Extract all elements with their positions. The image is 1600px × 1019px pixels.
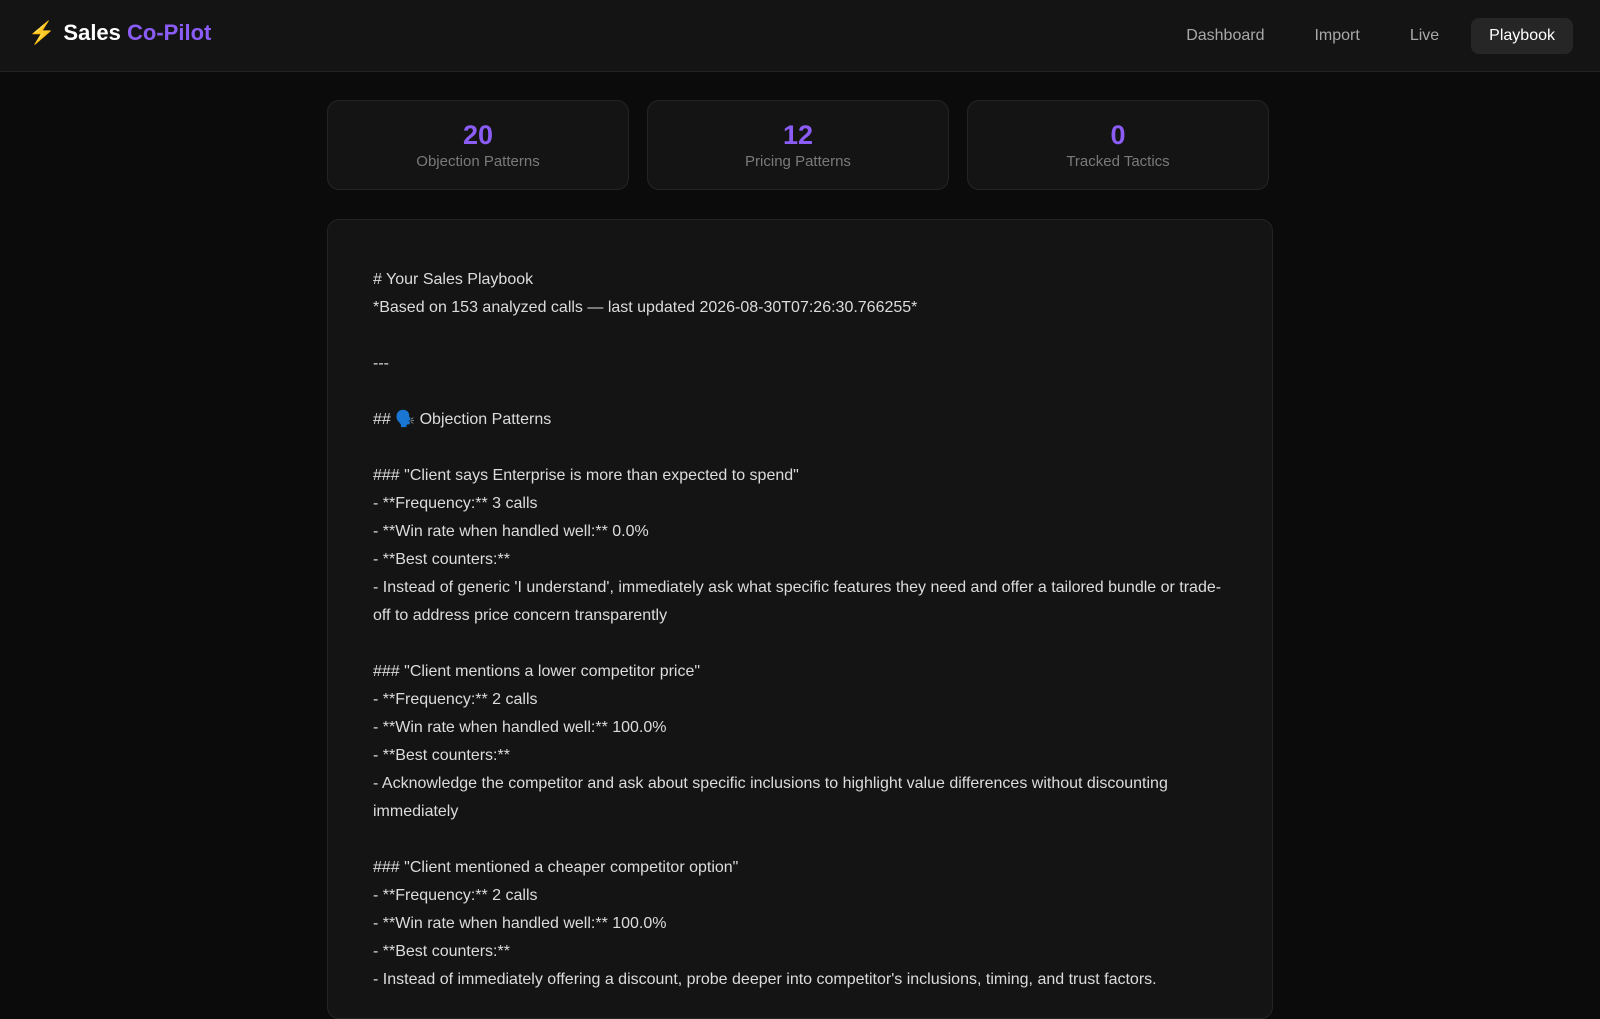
blank-line xyxy=(373,322,1227,350)
nav-live[interactable]: Live xyxy=(1409,27,1440,44)
playbook-content[interactable] xyxy=(327,219,1273,1019)
blank-line xyxy=(373,826,1227,854)
stat-card-tracked-tactics xyxy=(967,100,1269,190)
stat-value: 0 xyxy=(1110,120,1126,150)
stat-value: 20 xyxy=(462,120,494,150)
lightning-bolt-icon: ⚡ xyxy=(28,20,56,45)
playbook-line: - Instead of immediately offering a discount, probe deeper into competitor's inclusions, timing, and trust factors. xyxy=(373,971,1157,988)
blank-line xyxy=(373,434,1227,462)
nav-dashboard[interactable]: Dashboard xyxy=(1186,27,1265,44)
blank-line xyxy=(373,378,1227,406)
playbook-line: - **Best counters:** xyxy=(373,943,510,960)
playbook-line: ## 🗣️ Objection Patterns xyxy=(373,411,552,428)
app-logo[interactable] xyxy=(28,20,211,46)
nav-import[interactable]: Import xyxy=(1314,27,1360,44)
playbook-line: - **Win rate when handled well:** 0.0% xyxy=(373,523,649,540)
playbook-line: ### "Client says Enterprise is more than expected to spend" xyxy=(373,467,799,484)
stat-label: Objection Patterns xyxy=(416,153,540,170)
playbook-line: ### "Client mentioned a cheaper competitor option" xyxy=(373,859,739,876)
main-nav xyxy=(1168,18,1573,54)
playbook-line: - **Best counters:** xyxy=(373,551,510,568)
playbook-line: ### "Client mentions a lower competitor price" xyxy=(373,663,701,680)
playbook-line: - **Win rate when handled well:** 100.0% xyxy=(373,915,667,932)
stat-label: Tracked Tactics xyxy=(1066,153,1170,170)
blank-line xyxy=(373,630,1227,658)
stats-row xyxy=(327,100,1269,190)
playbook-line: - **Best counters:** xyxy=(373,747,510,764)
stat-label: Pricing Patterns xyxy=(745,153,851,170)
top-bar xyxy=(0,0,1600,72)
nav-playbook[interactable]: Playbook xyxy=(1471,18,1573,54)
playbook-line: - **Win rate when handled well:** 100.0% xyxy=(373,719,667,736)
playbook-line: - **Frequency:** 2 calls xyxy=(373,691,538,708)
app-name-accent: Co-Pilot xyxy=(127,20,212,45)
playbook-line: - **Frequency:** 3 calls xyxy=(373,495,538,512)
playbook-line: --- xyxy=(373,355,389,372)
playbook-line: - **Frequency:** 2 calls xyxy=(373,887,538,904)
stat-card-pricing-patterns xyxy=(647,100,949,190)
stat-card-objection-patterns xyxy=(327,100,629,190)
playbook-line: - Acknowledge the competitor and ask about specific inclusions to highlight value differences without discounting immediately xyxy=(373,775,1173,820)
playbook-line: # Your Sales Playbook xyxy=(373,271,534,288)
app-name: Sales xyxy=(63,20,121,45)
playbook-line: - Instead of generic 'I understand', immediately ask what specific features they need and offer a tailored bundle or trade-off to address price concern transparently xyxy=(373,579,1222,624)
playbook-line: *Based on 153 analyzed calls — last updated 2026-08-30T07:26:30.766255* xyxy=(373,299,918,316)
stat-value: 12 xyxy=(782,120,814,150)
